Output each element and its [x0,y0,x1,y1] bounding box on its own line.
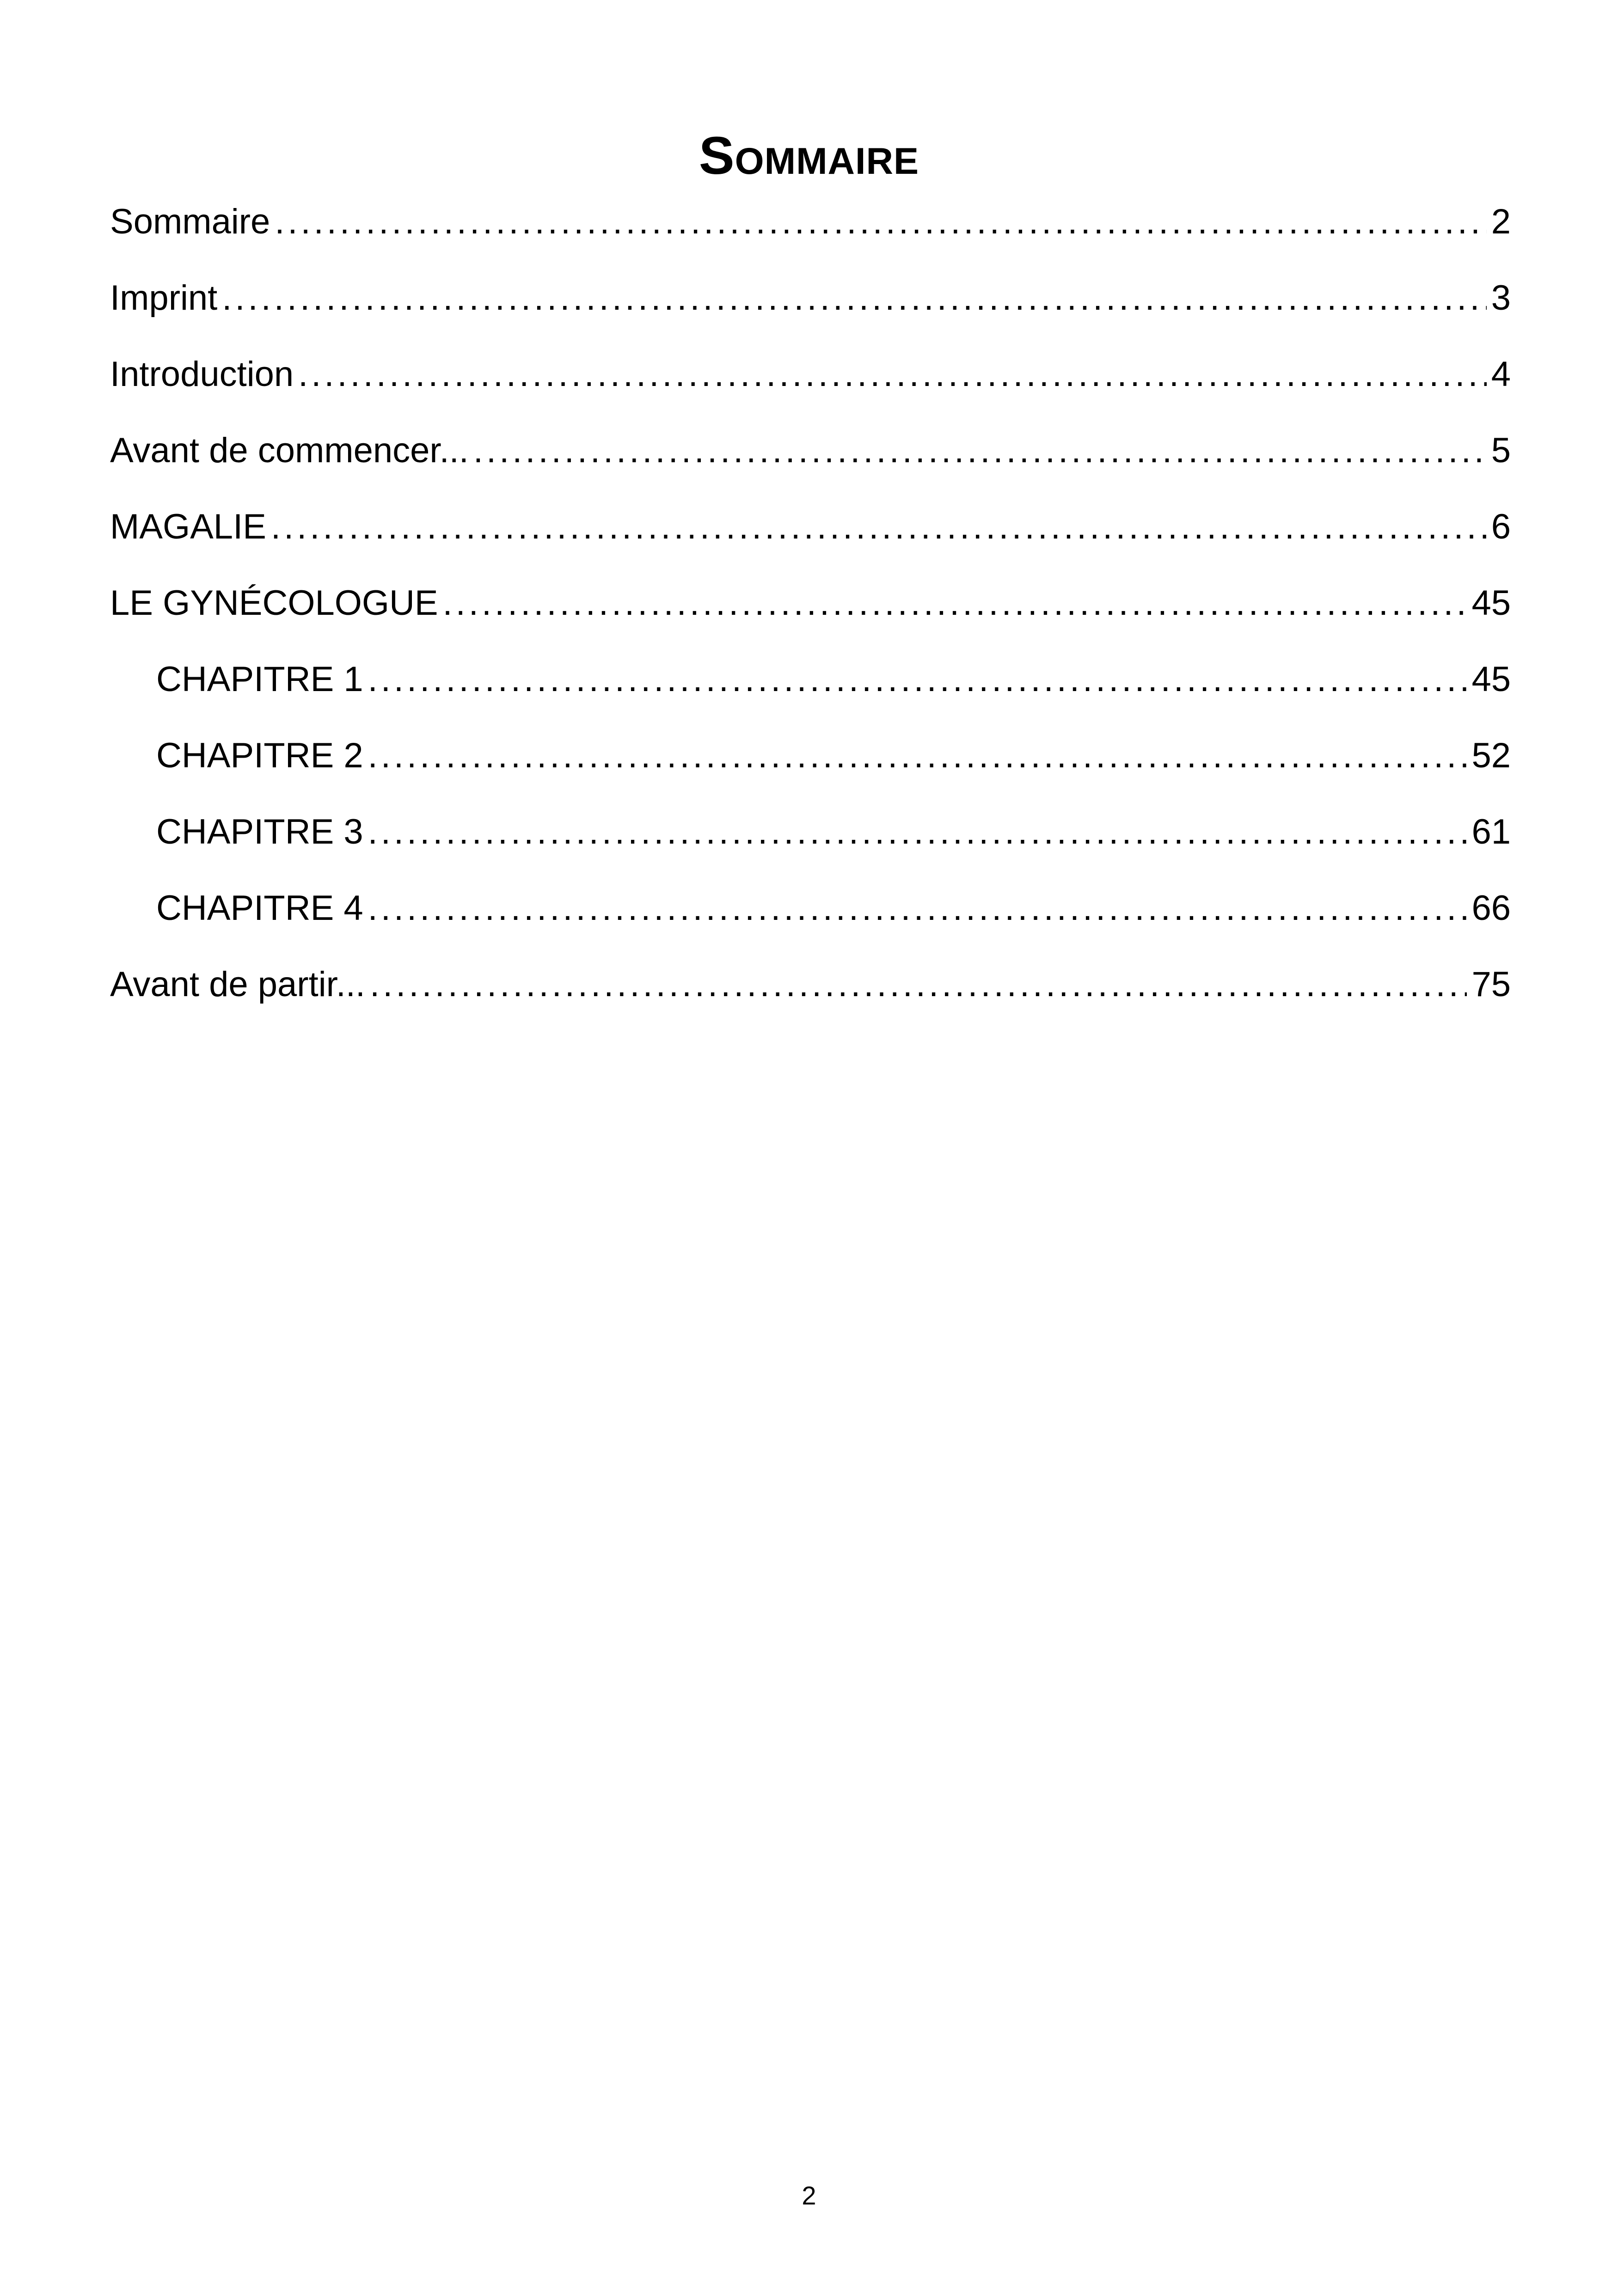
toc-leader-dots [222,275,1486,321]
toc-leader-dots [443,580,1467,626]
toc-entry-page: 2 [1491,202,1511,241]
toc-leader-dots [473,428,1487,474]
toc-entry-label: Sommaire [110,202,270,241]
toc-entry-chapitre-3[interactable] [110,809,1511,885]
toc-entry-page: 61 [1471,812,1511,851]
toc-entry-label: CHAPITRE 3 [156,812,363,851]
toc-entry-page: 66 [1471,888,1511,928]
toc-entry-introduction[interactable] [110,351,1511,428]
toc-leader-dots [271,504,1487,550]
toc-entry-page: 3 [1491,278,1511,318]
toc-entry-label: CHAPITRE 1 [156,660,363,699]
toc-entry-label: MAGALIE [110,507,266,546]
table-of-contents [110,199,1511,1038]
toc-entry-page: 5 [1491,431,1511,470]
toc-entry-page: 75 [1471,965,1511,1004]
toc-entry-page: 6 [1491,507,1511,546]
toc-entry-sommaire[interactable] [110,199,1511,275]
toc-leader-dots [298,351,1487,398]
toc-leader-dots [275,199,1486,245]
toc-leader-dots [368,809,1467,855]
toc-entry-le-gynecologue[interactable] [110,580,1511,656]
toc-entry-label: Introduction [110,355,294,394]
toc-entry-label: CHAPITRE 2 [156,736,363,775]
toc-entry-chapitre-1[interactable] [110,656,1511,733]
toc-leader-dots [368,656,1467,703]
toc-entry-avant-de-commencer[interactable] [110,428,1511,504]
toc-entry-avant-de-partir[interactable] [110,961,1511,1038]
toc-entry-label: Avant de commencer... [110,431,469,470]
toc-entry-page: 52 [1471,736,1511,775]
toc-entry-page: 45 [1471,660,1511,699]
toc-entry-chapitre-2[interactable] [110,733,1511,809]
toc-entry-chapitre-4[interactable] [110,885,1511,961]
page-title: Sommaire [699,126,919,186]
toc-entry-page: 45 [1471,583,1511,623]
toc-leader-dots [368,733,1467,779]
toc-entry-imprint[interactable] [110,275,1511,351]
toc-entry-label: CHAPITRE 4 [156,888,363,928]
footer-page-number: 2 [802,2181,816,2210]
toc-entry-label: Imprint [110,278,218,318]
toc-entry-magalie[interactable] [110,504,1511,580]
toc-leader-dots [370,961,1467,1008]
toc-entry-label: Avant de partir... [110,965,366,1004]
toc-entry-label: LE GYNÉCOLOGUE [110,583,438,623]
toc-entry-page: 4 [1491,355,1511,394]
toc-leader-dots [368,885,1467,931]
